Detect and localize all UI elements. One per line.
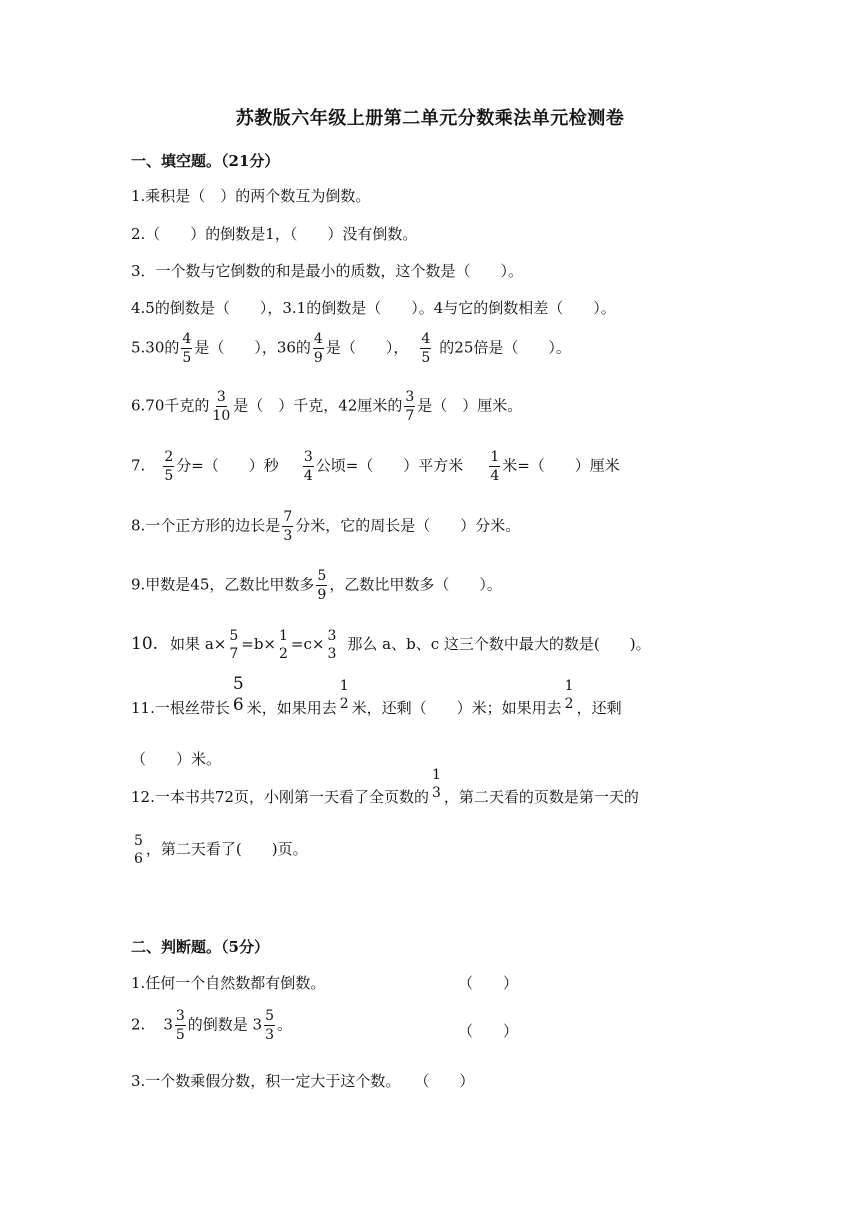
q9-text-a: 9.甲数是45，乙数比甲数多 [131,575,315,594]
numerator: 3 [216,389,226,405]
j2-fraction-2 [264,1009,275,1042]
j2-text-c: 的倒数是 3 [187,1015,263,1034]
q5-fraction-1 [181,332,192,365]
q9-fraction-1 [316,569,327,602]
question-11 [131,674,622,728]
judgement-1-answer-box[interactable]: （ ） [458,974,519,992]
q7-text-b: 分=（ ）秒 [176,456,279,475]
denominator: 10 [212,408,231,424]
denominator: 5 [421,350,431,366]
j2-text-a: 2. [131,1015,146,1034]
q12-text-a: 12.一本书共72页，小刚第一天看了全页数的 [131,788,429,806]
q10-fraction-1 [228,629,239,661]
q10-number: 10. [131,634,159,654]
q5-text-c: 是（ ）， [325,338,409,357]
question-10 [131,629,651,661]
page-title: 苏教版六年级上册第二单元分数乘法单元检测卷 [235,108,625,129]
q11-text-b: 米，如果用去 [246,699,337,717]
numerator: 1 [339,678,349,694]
denominator: 9 [317,587,327,603]
numerator: 5 [317,568,327,584]
numerator: 4 [182,331,192,347]
numerator: 3 [327,628,337,644]
q5-text-d: 的25倍是（ ）。 [439,338,571,357]
section-1-heading: 一、填空题。（21分） [131,152,280,170]
q7-text-d: 米=（ ）厘米 [502,456,620,475]
denominator: 2 [564,696,574,712]
denominator: 7 [405,408,415,424]
denominator: 4 [490,468,500,484]
question-11-continued: （ ）米。 [131,750,222,768]
judgement-1 [131,972,325,993]
q6-fraction-1 [211,390,231,423]
question-4: 4.5的倒数是（ ），3.1的倒数是（ ）。4与它的倒数相差（ ）。 [131,299,616,317]
numerator: 7 [283,509,293,525]
denominator: 9 [313,350,323,366]
numerator: 3 [175,1008,185,1024]
denominator: 3 [431,785,441,801]
q5-text-a: 5.30的 [131,338,180,357]
q11-text-a: 11.一根丝带长 [131,699,230,717]
q12-text-b: ，第二天看的页数是第一天的 [443,788,639,806]
q10-text-d: =c× [290,635,325,653]
denominator: 7 [229,646,239,662]
judgement-2 [131,1009,292,1042]
denominator: 2 [279,646,288,662]
j2-fraction-1 [175,1009,186,1042]
question-5 [131,332,571,365]
denominator: 2 [339,696,349,712]
question-12 [131,767,639,814]
question-2: 2.（ ）的倒数是1，（ ）没有倒数。 [131,225,418,243]
q9-text-b: ，乙数比甲数多（ ）。 [329,575,502,594]
q8-text-a: 8.一个正方形的边长是 [131,516,281,535]
q11-fraction-2 [339,679,350,711]
q5-text-b: 是（ ），36的 [194,338,311,357]
q12-text-c: ，第二天看了( )页。 [145,840,308,858]
j1-text: 1.任何一个自然数都有倒数。 [131,974,326,992]
q11-fraction-1 [232,676,245,714]
question-12-continued [131,834,308,866]
q12-fraction-2 [133,834,144,866]
numerator: 3 [405,389,415,405]
q10-fraction-2 [278,629,289,661]
q6-text-a: 6.70千克的 [131,396,210,415]
denominator: 5 [164,468,174,484]
numerator: 4 [421,331,431,347]
denominator: 6 [232,695,244,715]
q5-fraction-2 [313,332,324,365]
denominator: 3 [265,1027,275,1043]
denominator: 3 [283,528,293,544]
question-7 [131,450,620,483]
denominator: 5 [182,350,192,366]
numerator: 2 [164,449,174,465]
q11-text-d: ，还剩 [576,699,622,717]
q8-text-b: 分米，它的周长是（ ）分米。 [295,516,521,535]
numerator: 5 [265,1008,275,1024]
q10-text-e: 那么 a、b、c 这三个数中最大的数是( )。 [347,635,651,653]
j2-whole-1: 3 [163,1015,173,1034]
q10-fraction-3 [326,629,337,661]
denominator: 5 [175,1027,185,1043]
numerator: 5 [134,833,143,849]
numerator: 5 [232,674,244,694]
question-9 [131,569,502,602]
numerator: 3 [303,449,313,465]
judgement-3 [131,1070,474,1091]
q6-fraction-2 [404,390,415,423]
denominator: 3 [327,646,337,662]
q7-text-a: 7. [131,456,146,475]
numerator: 1 [490,449,500,465]
q6-text-b: 是（ ）千克，42厘米的 [233,396,403,415]
section-2-heading: 二、判断题。（5分） [131,938,269,956]
q11-fraction-3 [564,679,575,711]
numerator: 5 [229,628,239,644]
q7-text-c: 公顷=（ ）平方米 [315,456,464,475]
question-3: 3．一个数与它倒数的和是最小的质数，这个数是（ ）。 [131,262,524,280]
question-1: 1.乘积是（ ）的两个数互为倒数。 [131,187,371,205]
numerator: 4 [313,331,323,347]
question-6 [131,390,522,423]
numerator: 1 [564,678,574,694]
j2-text-d: 。 [277,1015,293,1034]
q8-fraction-1 [282,510,293,543]
judgement-2-answer-box[interactable]: （ ） [458,1022,519,1040]
q11-text-c: 米，还剩（ ）米；如果用去 [351,699,562,717]
q12-fraction-1 [431,768,442,800]
denominator: 6 [134,851,143,867]
q7-fraction-3 [489,450,500,483]
q6-text-c: 是（ ）厘米。 [417,396,523,415]
denominator: 4 [303,468,313,484]
q7-fraction-1 [163,450,174,483]
q7-fraction-2 [303,450,314,483]
q10-text-b: 如果 a× [170,635,227,653]
q10-text-c: =b× [241,635,276,653]
numerator: 1 [279,628,288,644]
q5-fraction-3 [420,332,431,365]
j3-text: 3.一个数乘假分数，积一定大于这个数。 [131,1072,401,1090]
numerator: 1 [431,767,441,783]
judgement-3-answer-box[interactable]: （ ） [414,1072,475,1090]
question-8 [131,510,520,543]
